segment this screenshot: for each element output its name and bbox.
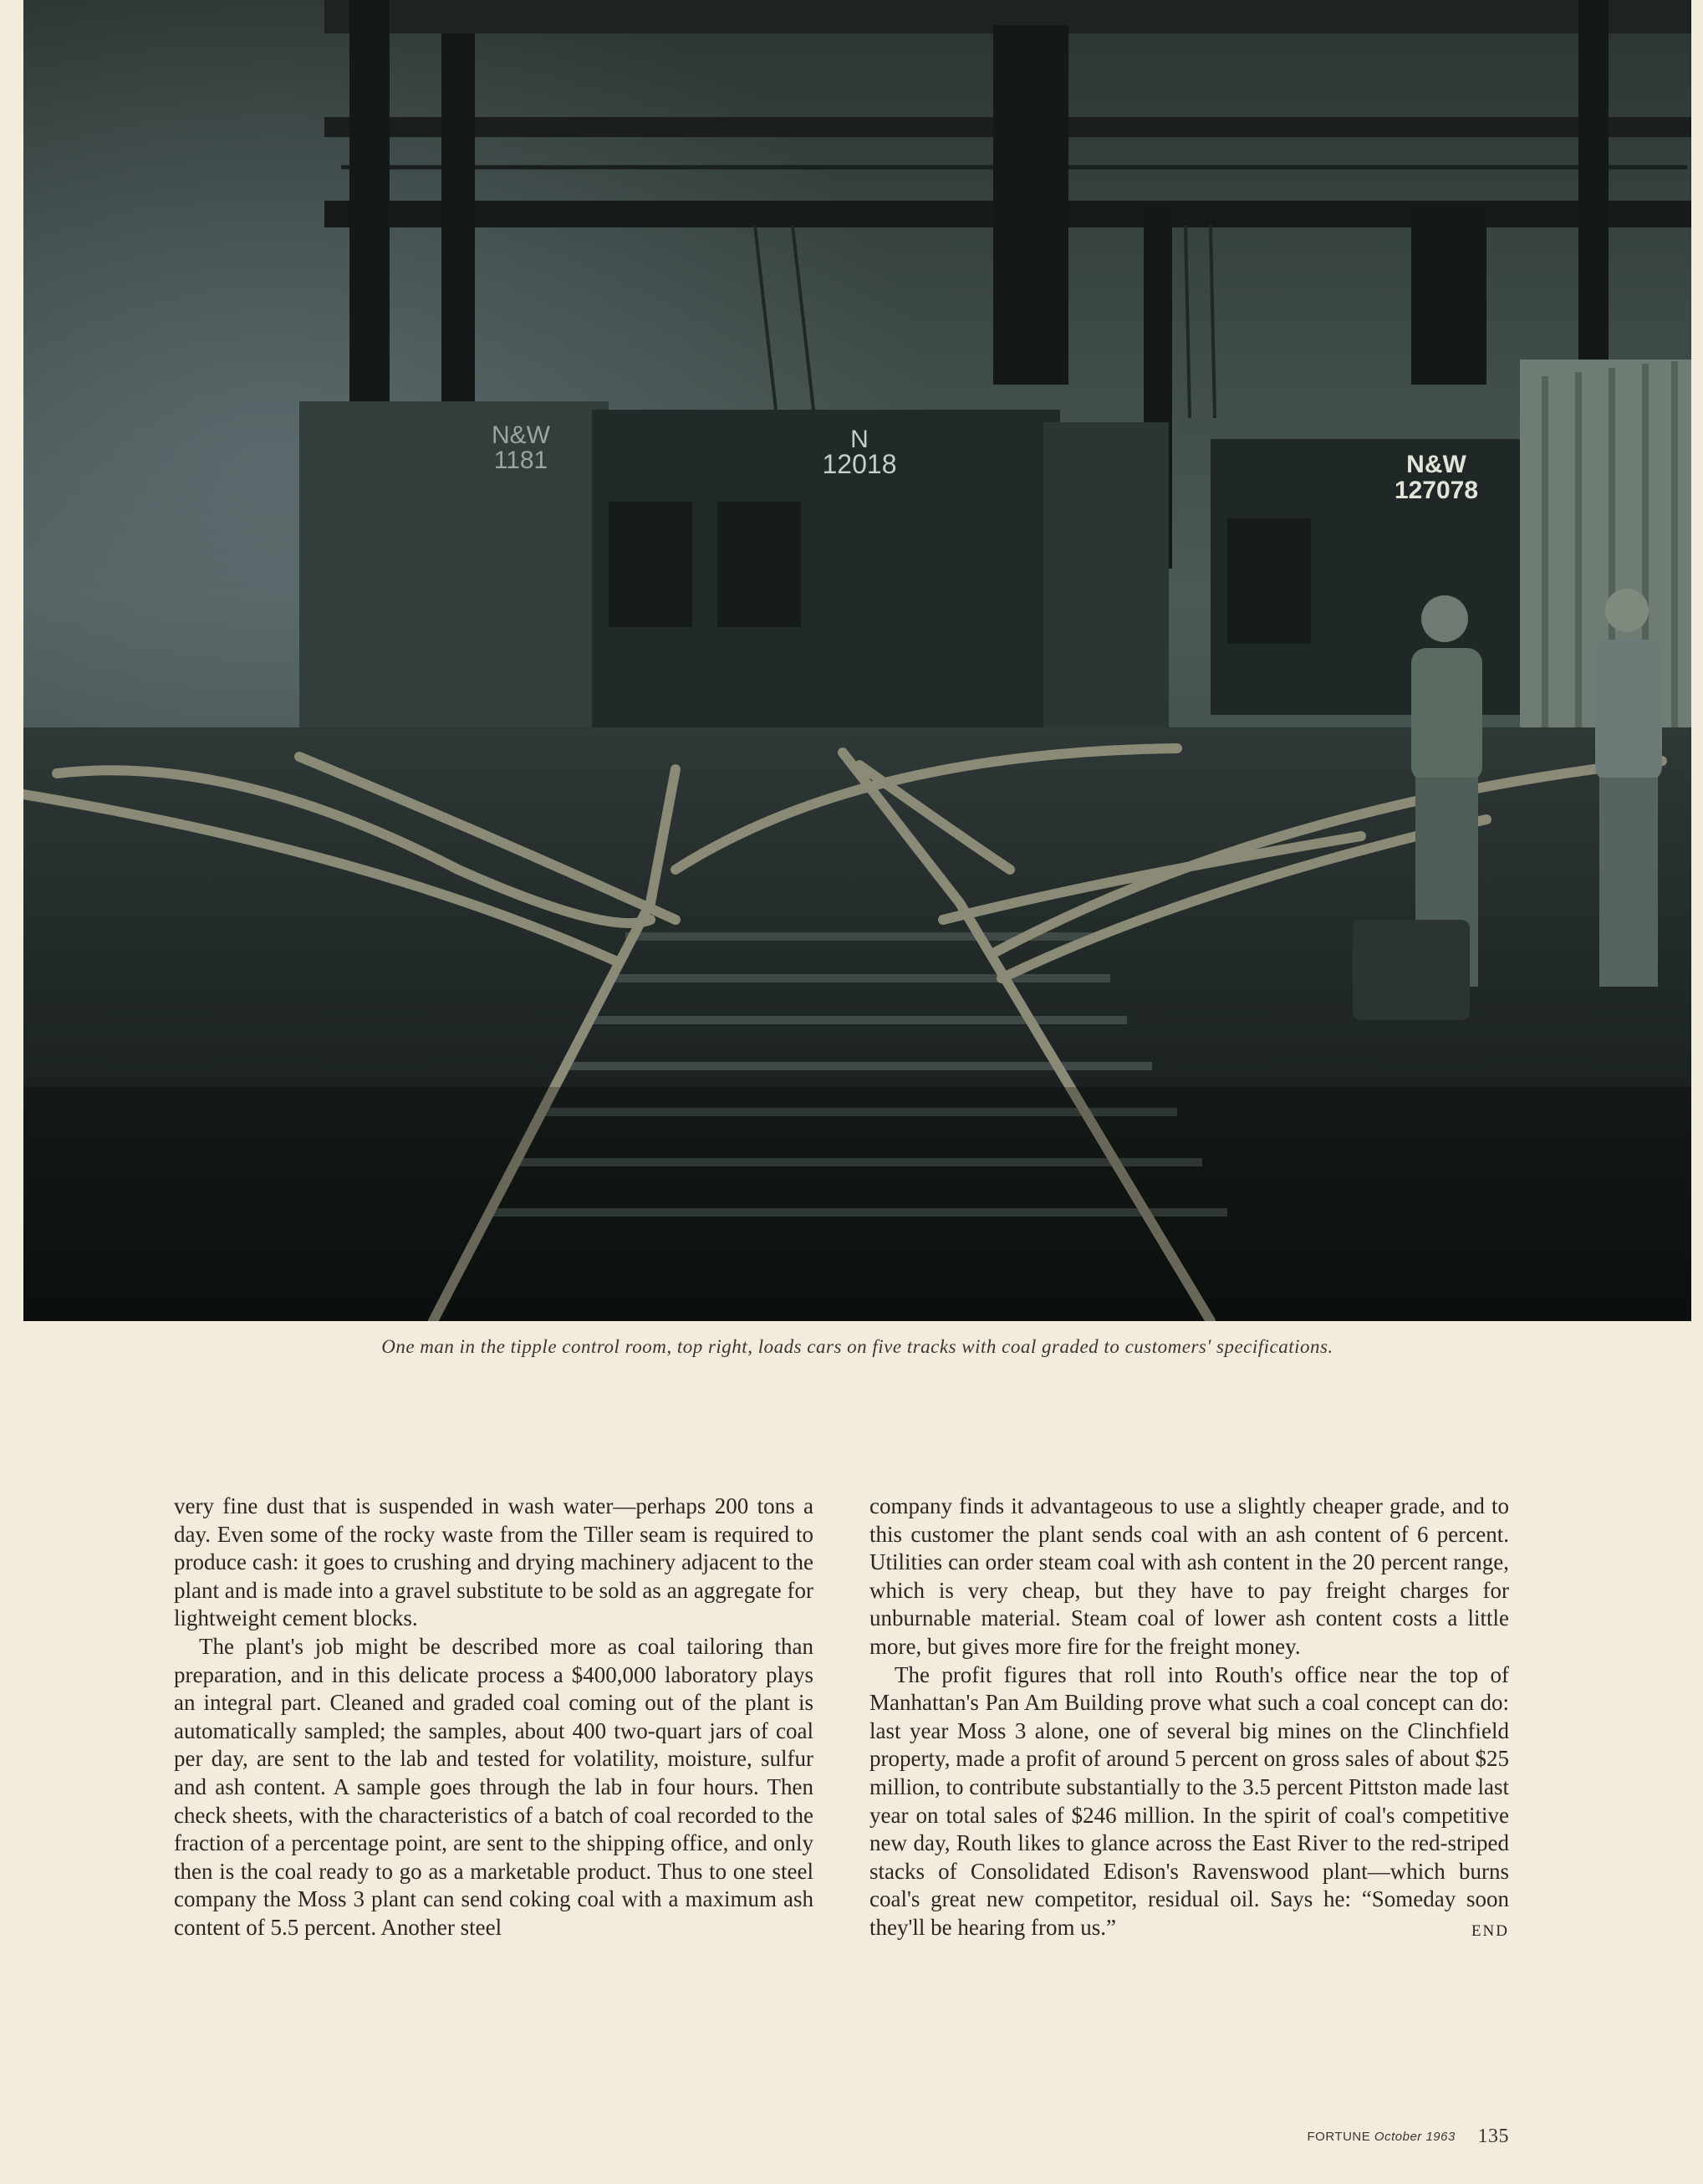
page-number: 135: [1477, 2125, 1509, 2147]
left-column: [174, 1493, 813, 1942]
issue-date: October 1963: [1374, 2130, 1456, 2144]
car-label-mid: N: [850, 426, 869, 453]
right-paragraph-2: [869, 1661, 1509, 1942]
svg-text:12018: 12018: [822, 449, 897, 479]
photo-caption: One man in the tipple control room, top right, loads cars on five tracks with coal graded to customers' specifications.: [381, 1336, 1333, 1357]
left-paragraph-1: very fine dust that is suspended in wash water—perhaps 200 tons a day. Even some of the rocky waste from the Tiller seam is required to produce cash: it goes to crushing and drying machinery adjacent to the plant and is made into a gravel substitute to be sold as an aggregate for lightweight cement blocks.: [174, 1493, 813, 1631]
right-paragraph-2-text: The profit figures that roll into Routh's office near the top of Manhattan's Pan Am Building prove what such a coal concept can do: last year Moss 3 alone, one of several big mines on the Clinchfield property, made a profit of around 5 percent on gross sales of about $25 million, to contribute substantially to the 3.5 percent Pittston made last year on total sales of $246 million. In the spirit of coal's competitive new day, Routh likes to glance across the East River to the red-striped stacks of Consolidated Edison's Ravenswood plant—which burns coal's great new competitor, residual oil. Says he: “Someday soon they'll be hearing from us.”: [869, 1661, 1509, 1940]
left-paragraph-2: The plant's job might be described more as coal tailoring than preparation, and in this delicate process a $400,000 laboratory plays an integral part. Cleaned and graded coal coming out of the plant is automatically sampled; the samples, about 400 two-quart jars of coal per day, are sent to the lab and tested for volatility, moisture, sulfur and ash content. A sample goes through the lab in four hours. Then check sheets, with the characteristics of a batch of coal recorded to the fraction of a percentage point, are sent to the shipping office, and only then is the coal ready to go as a marketable product. Thus to one steel company the Moss 3 plant can send coking coal with a maximum ash content of 5.5 percent. Another steel: [174, 1633, 813, 1940]
magazine-name: FORTUNE: [1307, 2130, 1371, 2144]
page-footer: [1308, 2125, 1509, 2148]
svg-text:1181: 1181: [493, 446, 548, 474]
right-column: [869, 1493, 1509, 1946]
end-mark: END: [1471, 1921, 1509, 1940]
rail-yard-photo: [23, 0, 1691, 1321]
right-paragraph-1: company finds it advantageous to use a slightly cheaper grade, and to this customer the plant sends coal with an ash content of 6 percent. Utilities can order steam coal with ash content in the 20 percent range, which is very cheap, but they have to pay freight charges for unburnable material. Steam coal of lower ash content costs a little more, but gives more fire for the freight money.: [869, 1493, 1509, 1659]
car-label-left: N&W: [492, 421, 550, 449]
svg-text:127078: 127078: [1394, 477, 1479, 504]
car-label-right: N&W: [1406, 451, 1466, 478]
